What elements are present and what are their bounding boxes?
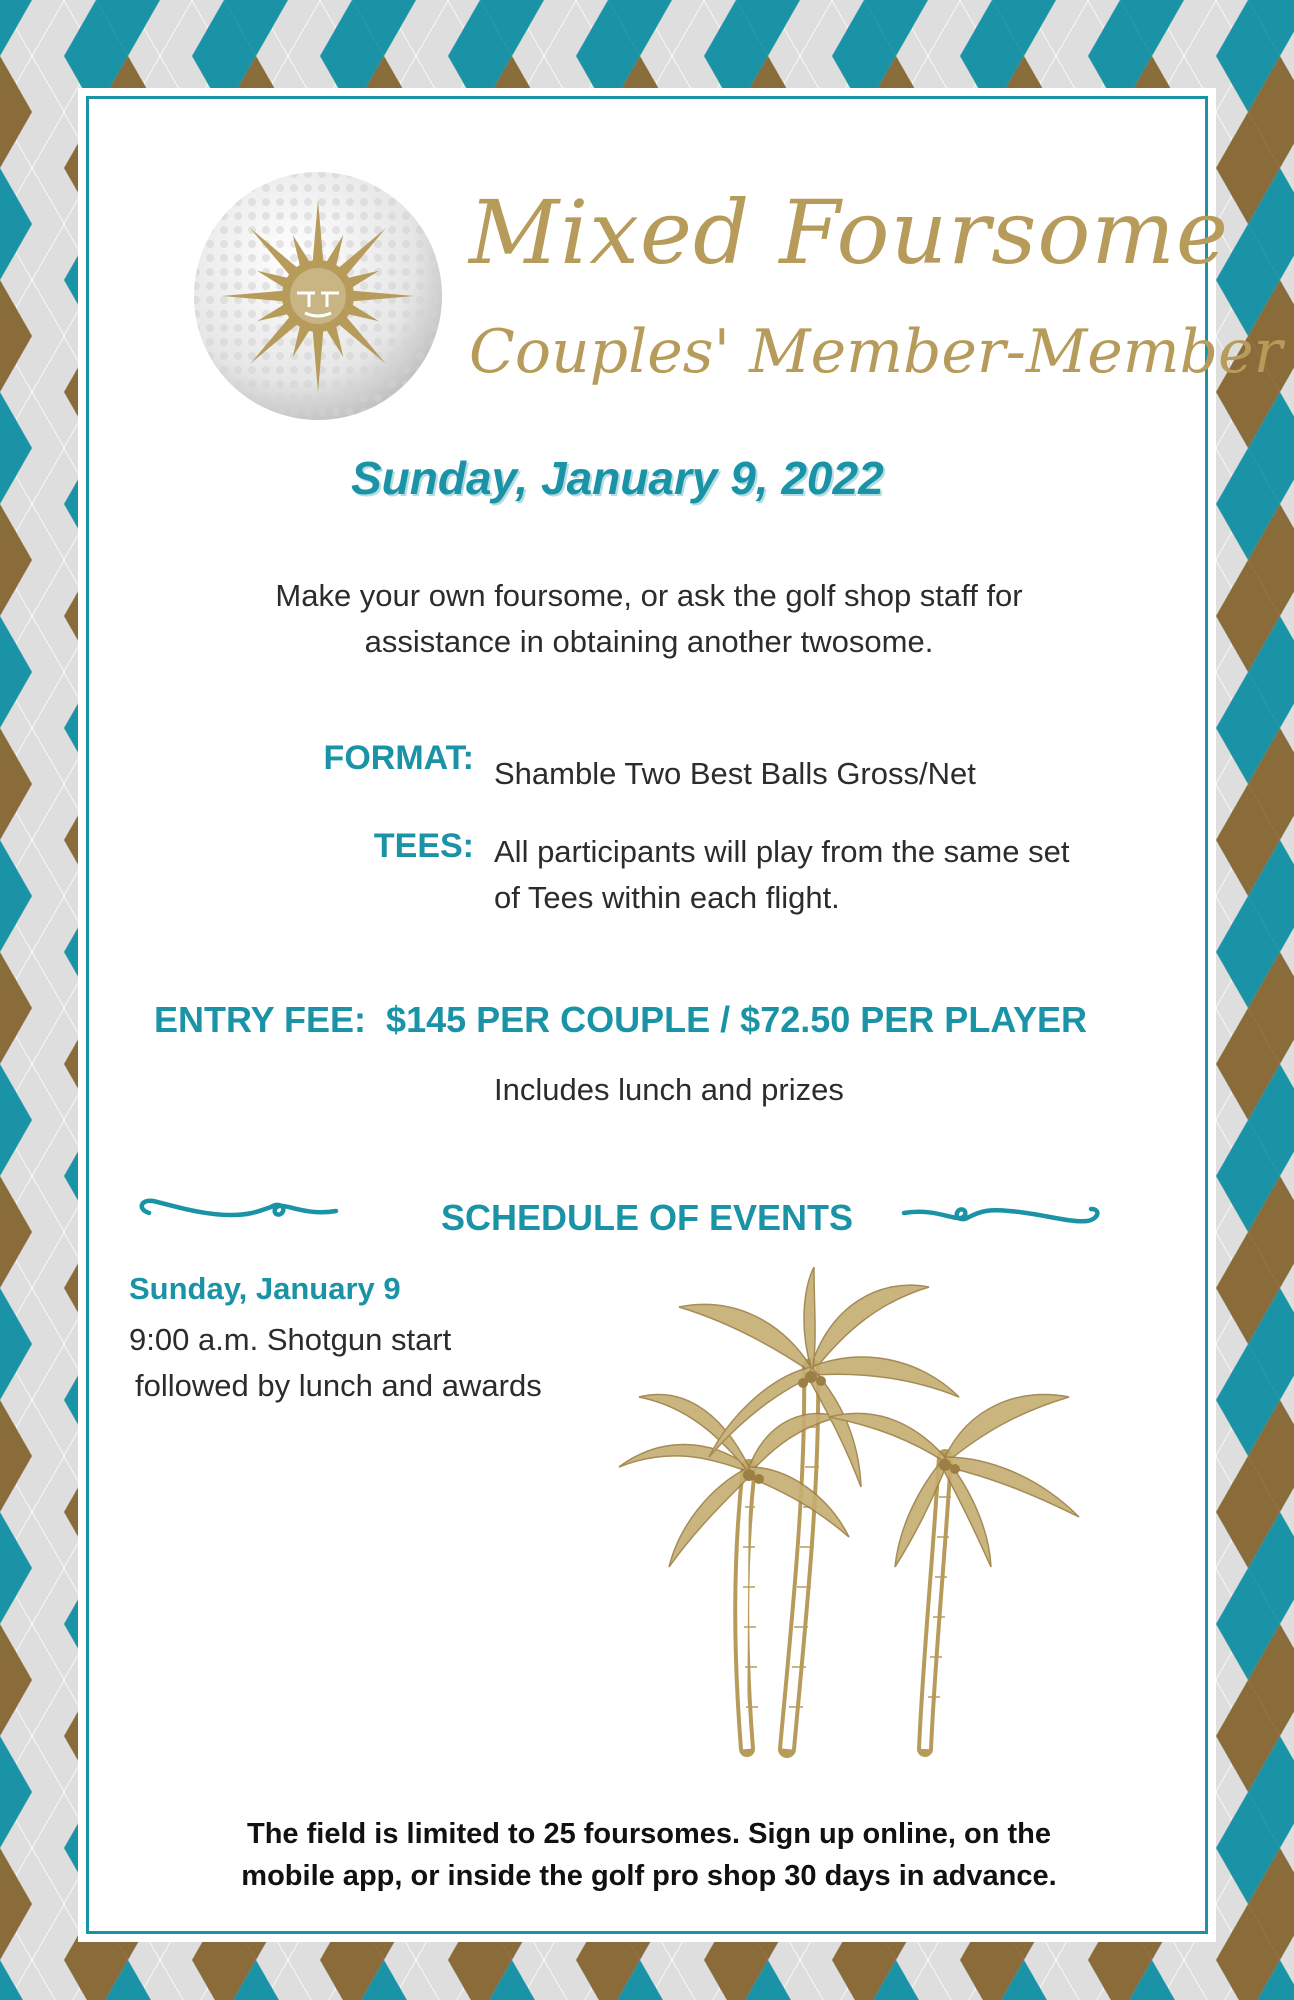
palm-trees-illustration <box>599 1267 1139 1767</box>
entry-fee-line <box>154 999 1087 1041</box>
footer-line-1: The field is limited to 25 foursomes. Sign up online, on the <box>246 1818 1051 1850</box>
tees-line-1: All participants will play from the same set <box>494 834 1070 869</box>
event-date-heading: Sunday, January 9, 2022 <box>351 452 884 504</box>
format-value: Shamble Two Best Balls Gross/Net <box>494 756 976 791</box>
footer-line-2: mobile app, or inside the golf pro shop 30 days in advance. <box>241 1860 1057 1892</box>
event-title: Mixed Foursome <box>469 181 1229 284</box>
schedule-item-2: followed by lunch and awards <box>135 1368 542 1403</box>
entry-fee-value: $145 PER COUPLE / $72.50 PER PLAYER <box>386 999 1088 1040</box>
schedule-item-1: 9:00 a.m. Shotgun start <box>129 1322 452 1357</box>
intro-text <box>149 573 1149 665</box>
schedule-date: Sunday, January 9 <box>129 1271 401 1306</box>
schedule-heading: SCHEDULE OF EVENTS <box>440 1197 854 1238</box>
golf-ball-sun-icon <box>189 167 447 425</box>
tees-label: TEES: <box>373 827 474 865</box>
flyer-card <box>86 96 1283 1934</box>
entry-fee-label: ENTRY FEE: <box>154 999 367 1040</box>
tees-value <box>494 829 1069 921</box>
intro-line-1: Make your own foursome, or ask the golf shop staff for <box>275 578 1023 613</box>
intro-line-2: assistance in obtaining another twosome. <box>364 624 934 659</box>
footer-note <box>149 1813 1149 1897</box>
format-label: FORMAT: <box>323 739 474 777</box>
entry-fee-note: Includes lunch and prizes <box>494 1072 844 1107</box>
swirl-flourish-right-icon <box>899 1197 1109 1233</box>
tees-line-2: of Tees within each flight. <box>494 880 840 915</box>
event-subtitle: Couples' Member-Member <box>469 317 1283 387</box>
